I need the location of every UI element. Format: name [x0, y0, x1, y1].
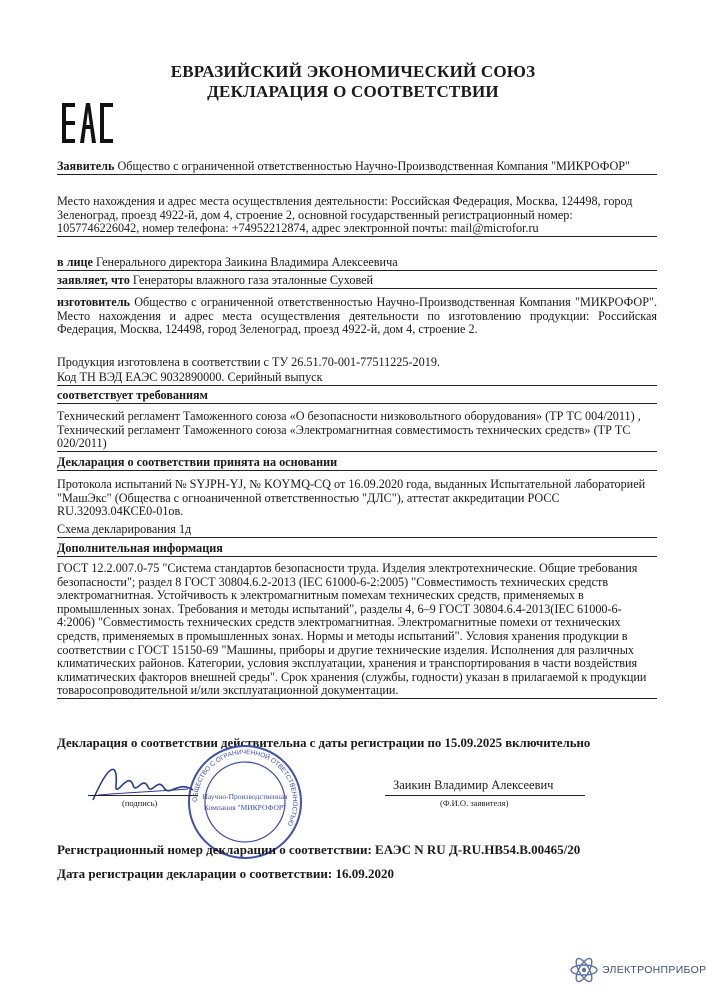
signature-caption: (подпись) — [122, 798, 158, 808]
applicant-section — [57, 160, 657, 175]
requirements-text: Технический регламент Таможенного союза «О безопасности низковольтного оборудования» (ТР ТС 004/2011) , Технический регламент Таможенного союза «Электромагнитная совместимость технических средств» (ТР ТС 020/2011) — [57, 410, 657, 452]
additional-text: ГОСТ 12.2.007.0-75 "Система стандартов безопасности труда. Изделия электротехнические. Общие требования безопасности"; раздел 8 ГОСТ 30804.6.2-2013 (IEC 61000-6-2:2005) "Совместимость технических средств электромагнитная. Устойчивость к электромагнитным помехам технических средств, применяемых в промышленных зонах. Требования и методы испытаний", разделы 4, 6–9 ГОСТ 30804.6.4-2013(IEC 61000-6-4:2006) "Совместимость технических средств электромагнитная. Электромагнитные помехи от технических средств, применяемых в промышленных зонах. Нормы и методы испытаний". Условия хранения продукции в соответствии с ГОСТ 15150-69 "Машины, приборы и другие технические изделия. Исполнения для различных климатических районов. Категории, условия эксплуатации, хранения и транспортирования в части воздействия климатических факторов внешней среды". Срок хранения (службы, годности) указан в прилагаемой к продукции товаросопроводительной и/или эксплуатационной документации. — [57, 562, 657, 699]
stamp-line1: Научно-Производственная — [202, 792, 288, 801]
manufacturer-text: Общество с ограниченной ответственностью Научно-Производственная Компания "МИКРОФОР". Место нахождения и адрес места осуществления деятельности по изготовлению продукции: Российская Федерация, Москва, 124498, город Зеленоград, проезд 4922-й, дом 4, строение 2. — [57, 295, 658, 337]
registration-number: Регистрационный номер декларации о соответствии: ЕАЭС N RU Д-RU.НВ54.В.00465/20 — [57, 842, 581, 857]
additional-label: Дополнительная информация — [57, 542, 657, 557]
person-text: Генерального директора Заикина Владимира Алексеевича — [95, 255, 398, 269]
eac-logo — [62, 103, 114, 143]
applicant-label: Заявитель — [57, 159, 115, 173]
applicant-text: Общество с ограниченной ответственностью Научно-Производственная Компания "МИКРОФОР" — [117, 159, 631, 173]
stamp-line2: Компания "МИКРОФОР" — [203, 803, 287, 812]
produced-by: Продукция изготовлена в соответствии с ТУ 26.51.70-001-77511225-2019. — [57, 355, 440, 369]
fio-line — [385, 795, 585, 796]
stamp-ring-text: ОБЩЕСТВО С ОГРАНИЧЕННОЙ ОТВЕТСТВЕННОСТЬЮ — [191, 748, 299, 827]
manufacturer-label: изготовитель — [57, 295, 130, 309]
atom-icon — [568, 955, 600, 985]
document-title-union: ЕВРАЗИЙСКИЙ ЭКОНОМИЧЕСКИЙ СОЮЗ — [170, 62, 536, 81]
footer-brand — [568, 955, 706, 985]
document-title-declaration: ДЕКЛАРАЦИЯ О СООТВЕТСТВИИ — [207, 82, 499, 101]
footer-brand-text: ЭЛЕКТРОНПРИБОР — [602, 964, 706, 976]
basis-text: Протокола испытаний № SYJPH-YJ, № KOYMQ-CQ от 16.09.2020 года, выданных Испытательной лабораторией "МашЭкс" (Общества с огноаниченной ответственностью "ДЛС"), аттестат аккредитации РОСС RU.32093.04КСЕ0-01ов. — [57, 477, 646, 519]
fio-caption: (Ф.И.О. заявителя) — [440, 798, 509, 808]
manufacturer-section — [57, 296, 657, 337]
requirements-label: соответствует требованиям — [57, 389, 657, 404]
applicant-address: Место нахождения и адрес места осуществления деятельности: Российская Федерация, Москва, 124498, город Зеленоград, проезд 4922-й, дом 4, строение 2, основной государственный регистрационный номер: 1057746226042, номер телефона: +74952212874, адрес электронной почты: mail@microfor.ru — [57, 195, 657, 237]
declares-section — [57, 274, 657, 289]
person-section — [57, 256, 657, 271]
signature-line — [88, 795, 198, 796]
declares-label: заявляет, что — [57, 273, 130, 287]
declares-text: Генераторы влажного газа эталонные Суховей — [132, 273, 374, 287]
registration-date: Дата регистрации декларации о соответствии: 16.09.2020 — [57, 866, 394, 881]
product-code: Код ТН ВЭД ЕАЭС 9032890000. Серийный выпуск — [57, 371, 657, 386]
validity-text: Декларация о соответствии действительна с даты регистрации по 15.09.2025 включительно — [57, 736, 591, 750]
person-label: в лице — [57, 255, 93, 269]
basis-scheme: Схема декларирования 1д — [57, 523, 657, 538]
signer-name: Заикин Владимир Алексеевич — [393, 778, 554, 792]
basis-label: Декларация о соответствии принята на основании — [57, 456, 657, 471]
